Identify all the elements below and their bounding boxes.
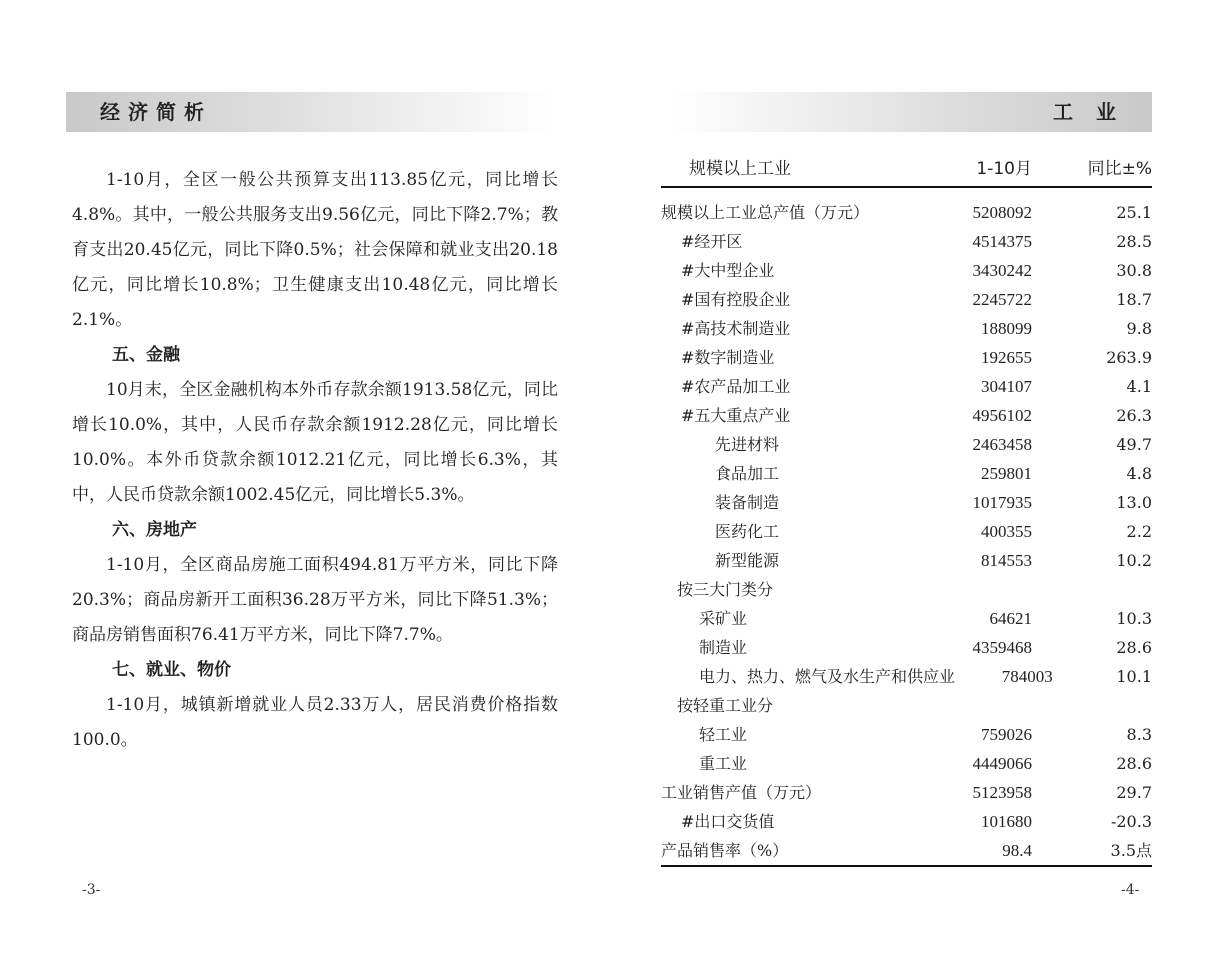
row-value: 64621: [989, 609, 1032, 628]
table-row: [661, 227, 1152, 256]
industry-table: [661, 153, 1152, 867]
row-value: 101680: [981, 812, 1032, 831]
table-row: [661, 691, 1152, 720]
table-row: [661, 633, 1152, 662]
row-value: 814553: [981, 551, 1032, 570]
row-change: -20.3: [1110, 812, 1152, 831]
table-row: [661, 459, 1152, 488]
table-row: [661, 401, 1152, 430]
paragraph: 1-10月，城镇新增就业人员2.33万人，居民消费价格指数100.0。: [72, 695, 558, 750]
row-label: 轻工业: [699, 725, 748, 744]
table-row: [661, 517, 1152, 546]
table-header: [661, 153, 1152, 188]
row-change: 28.6: [1116, 638, 1152, 657]
row-label: #国有控股企业: [681, 290, 791, 309]
row-change: 3.5点: [1110, 841, 1152, 860]
row-change: [1040, 691, 1152, 720]
table-row: [661, 285, 1152, 314]
table-row: [661, 836, 1152, 865]
row-label: 按轻重工业分: [677, 696, 774, 715]
row-change: 4.8: [1126, 464, 1152, 483]
row-value: 759026: [981, 725, 1032, 744]
table-row: [661, 604, 1152, 633]
row-change: 263.9: [1106, 348, 1152, 367]
row-value: 4359468: [972, 638, 1032, 657]
row-change: 13.0: [1116, 493, 1152, 512]
table-row: [661, 314, 1152, 343]
row-value: 304107: [981, 377, 1032, 396]
row-value: 259801: [981, 464, 1032, 483]
row-change: 49.7: [1116, 435, 1152, 454]
row-label: #经开区: [681, 232, 743, 251]
row-value: 98.4: [1002, 841, 1032, 860]
row-value: 3430242: [972, 261, 1032, 280]
row-label: 食品加工: [715, 464, 780, 483]
row-value: 192655: [981, 348, 1032, 367]
table-row: [661, 807, 1152, 836]
section-heading: 七、就业、物价: [112, 660, 231, 680]
row-value: 4449066: [972, 754, 1032, 773]
table-row: [661, 430, 1152, 459]
row-value: 784003: [1001, 667, 1053, 686]
article-body: [72, 163, 558, 758]
row-value: 188099: [981, 319, 1032, 338]
row-label: 按三大门类分: [677, 580, 774, 599]
table-row: [661, 778, 1152, 807]
page-number-right: -4-: [1121, 882, 1140, 898]
row-value: 4514375: [972, 232, 1032, 251]
row-label: #数字制造业: [681, 348, 775, 367]
table-row: [661, 488, 1152, 517]
row-change: 30.8: [1116, 261, 1152, 280]
row-change: [1040, 575, 1152, 604]
row-label: 产品销售率（%）: [661, 841, 789, 860]
page-number-left: -3-: [82, 882, 101, 898]
row-value: 1017935: [972, 493, 1032, 512]
row-change: 10.3: [1116, 609, 1152, 628]
row-label: 规模以上工业总产值（万元）: [661, 203, 870, 222]
row-change: 29.7: [1116, 783, 1152, 802]
row-value: 5208092: [972, 203, 1032, 222]
paragraph: 1-10月，全区商品房施工面积494.81万平方米，同比下降20.3%；商品房新开工面积36.28万平方米，同比下降51.3%；商品房销售面积76.41万平方米，同比下降7.7%。: [72, 555, 558, 645]
row-change: 18.7: [1116, 290, 1152, 309]
row-label: 制造业: [699, 638, 748, 657]
row-change: 28.6: [1116, 754, 1152, 773]
page-header-right: 工 业: [669, 92, 1152, 132]
section-heading: 六、房地产: [112, 520, 197, 540]
row-value: 400355: [981, 522, 1032, 541]
row-label: #大中型企业: [681, 261, 775, 280]
column-header-item: 规模以上工业: [689, 159, 791, 179]
row-change: 10.2: [1116, 551, 1152, 570]
row-value: 4956102: [972, 406, 1032, 425]
row-change: 26.3: [1116, 406, 1152, 425]
row-value: 5123958: [972, 783, 1032, 802]
row-change: 4.1: [1126, 377, 1152, 396]
section-heading: 五、金融: [112, 345, 180, 365]
row-label: 重工业: [699, 754, 748, 773]
table-body: [661, 188, 1152, 867]
column-header-change: 同比±%: [1087, 159, 1152, 179]
table-row: [661, 198, 1152, 227]
paragraph: 1-10月，全区一般公共预算支出113.85亿元，同比增长4.8%。其中，一般公共服务支出9.56亿元，同比下降2.7%；教育支出20.45亿元，同比下降0.5%；社会保障和就业支出20.18亿元，同比增长10.8%；卫生健康支出10.48亿元，同比增长2.1%。: [72, 170, 558, 330]
row-label: 电力、热力、燃气及水生产和供应业: [699, 667, 956, 686]
right-page: [609, 0, 1218, 977]
table-row: [661, 343, 1152, 372]
row-change: 25.1: [1116, 203, 1152, 222]
row-label: 先进材料: [715, 435, 780, 454]
table-row: [661, 372, 1152, 401]
table-row: [661, 662, 1152, 691]
row-change: 28.5: [1116, 232, 1152, 251]
row-change: 9.8: [1126, 319, 1152, 338]
page-header-left: 经济简析: [66, 92, 556, 132]
row-label: 装备制造: [715, 493, 780, 512]
row-change: 10.1: [1116, 667, 1152, 686]
row-label: #五大重点产业: [681, 406, 791, 425]
row-label: 医药化工: [715, 522, 780, 541]
row-value: 2463458: [972, 435, 1032, 454]
row-label: #高技术制造业: [681, 319, 791, 338]
row-value: 2245722: [972, 290, 1032, 309]
row-change: 8.3: [1126, 725, 1152, 744]
row-change: 2.2: [1126, 522, 1152, 541]
row-label: 采矿业: [699, 609, 748, 628]
row-label: 新型能源: [715, 551, 780, 570]
row-label: #农产品加工业: [681, 377, 791, 396]
table-row: [661, 256, 1152, 285]
row-label: #出口交货值: [681, 812, 775, 831]
table-row: [661, 575, 1152, 604]
table-row: [661, 749, 1152, 778]
row-value: [912, 575, 1040, 604]
column-header-period: 1-10月: [976, 159, 1032, 179]
table-row: [661, 720, 1152, 749]
row-value: [912, 691, 1040, 720]
row-label: 工业销售产值（万元）: [661, 783, 822, 802]
paragraph: 10月末，全区金融机构本外币存款余额1913.58亿元，同比增长10.0%，其中，人民币存款余额1912.28亿元，同比增长10.0%。本外币贷款余额1012.21亿元，同比增长6.3%，其中，人民币贷款余额1002.45亿元，同比增长5.3%。: [72, 380, 558, 505]
table-row: [661, 546, 1152, 575]
